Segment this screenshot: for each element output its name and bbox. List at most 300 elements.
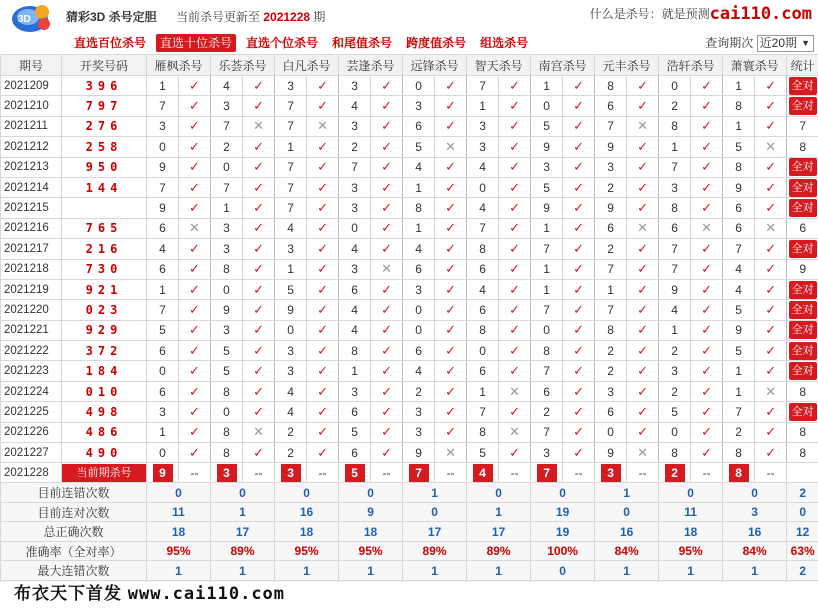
kill-number-cell: 3 bbox=[339, 177, 371, 197]
check-icon: ✓ bbox=[755, 320, 787, 340]
kill-number-cell: 6 bbox=[147, 218, 179, 238]
kill-number-cell: 1 bbox=[147, 422, 179, 442]
kill-number-cell: 2 bbox=[339, 137, 371, 157]
kill-number-cell: 0 bbox=[339, 218, 371, 238]
check-icon: ✓ bbox=[627, 381, 659, 401]
stat-value: 84% bbox=[595, 541, 659, 561]
kill-number-cell: 8 bbox=[659, 116, 691, 136]
cross-icon: ✕ bbox=[243, 422, 275, 442]
check-icon: ✓ bbox=[691, 96, 723, 116]
stat-value: 18 bbox=[275, 522, 339, 542]
stat-value: 0 bbox=[595, 502, 659, 522]
stat-value: 100% bbox=[531, 541, 595, 561]
all-correct-badge: 全对 bbox=[789, 97, 817, 115]
check-icon: ✓ bbox=[563, 443, 595, 463]
check-icon: ✓ bbox=[179, 279, 211, 299]
kill-number-cell: 7 bbox=[211, 177, 243, 197]
kill-number-cell: 6 bbox=[467, 300, 499, 320]
check-icon: ✓ bbox=[179, 300, 211, 320]
stat-value: 0 bbox=[211, 483, 275, 503]
column-header: 浩轩杀号 bbox=[659, 55, 723, 76]
table-row bbox=[1, 137, 818, 157]
table-row bbox=[1, 381, 818, 401]
all-correct-badge: 全对 bbox=[789, 179, 817, 197]
check-icon: ✓ bbox=[307, 443, 339, 463]
draw-number-cell: 276 bbox=[62, 116, 147, 136]
kill-number-cell: 2 bbox=[211, 137, 243, 157]
kill-number-cell: 9 bbox=[723, 177, 755, 197]
stat-row bbox=[1, 522, 818, 542]
draw-number-cell: 730 bbox=[62, 259, 147, 279]
kill-number-cell: 9 bbox=[659, 279, 691, 299]
kill-number-cell: 5 bbox=[211, 361, 243, 381]
check-icon: ✓ bbox=[691, 300, 723, 320]
check-icon: ✓ bbox=[499, 76, 531, 96]
check-icon: ✓ bbox=[307, 96, 339, 116]
table-row bbox=[1, 259, 818, 279]
check-icon: ✓ bbox=[307, 198, 339, 218]
kill-number-cell: 0 bbox=[531, 96, 563, 116]
table-row bbox=[1, 320, 818, 340]
stat-cell: 8 bbox=[787, 137, 818, 157]
kill-number-cell: 6 bbox=[595, 402, 627, 422]
check-icon: ✓ bbox=[755, 422, 787, 442]
kill-number-cell: 5 bbox=[531, 177, 563, 197]
check-icon: ✓ bbox=[755, 198, 787, 218]
check-icon: ✓ bbox=[563, 381, 595, 401]
check-icon: ✓ bbox=[691, 443, 723, 463]
kill-number-cell: 6 bbox=[659, 218, 691, 238]
kill-number-cell: 3 bbox=[403, 96, 435, 116]
period-cell: 2021224 bbox=[1, 381, 62, 401]
check-icon: ✓ bbox=[691, 402, 723, 422]
check-icon: ✓ bbox=[243, 259, 275, 279]
period-cell: 2021219 bbox=[1, 279, 62, 299]
check-icon: ✓ bbox=[755, 361, 787, 381]
check-icon: ✓ bbox=[371, 177, 403, 197]
kill-number-cell: 7 bbox=[339, 157, 371, 177]
check-icon: ✓ bbox=[243, 320, 275, 340]
column-header: 乐荟杀号 bbox=[211, 55, 275, 76]
check-icon: ✓ bbox=[627, 198, 659, 218]
kill-number-cell: 7 bbox=[531, 361, 563, 381]
check-icon: ✓ bbox=[499, 157, 531, 177]
period-select[interactable] bbox=[757, 35, 814, 52]
kill-number-cell: 7 bbox=[595, 300, 627, 320]
tab-6[interactable]: 组选杀号 bbox=[480, 36, 529, 50]
table-row bbox=[1, 402, 818, 422]
draw-number-cell: 490 bbox=[62, 443, 147, 463]
check-icon: ✓ bbox=[627, 157, 659, 177]
kill-number-cell: 9 bbox=[723, 320, 755, 340]
check-icon: ✓ bbox=[435, 361, 467, 381]
column-header: 元丰杀号 bbox=[595, 55, 659, 76]
check-icon: ✓ bbox=[435, 76, 467, 96]
kill-number-cell: 4 bbox=[275, 381, 307, 401]
stat-cell: 9 bbox=[787, 259, 818, 279]
stat-label: 总正确次数 bbox=[1, 522, 147, 542]
kill-number-cell: 6 bbox=[595, 96, 627, 116]
check-icon: ✓ bbox=[179, 259, 211, 279]
current-label-cell bbox=[62, 463, 147, 483]
kill-number-cell: 2 bbox=[659, 341, 691, 361]
stat-value: 0 bbox=[531, 483, 595, 503]
current-dash: -- bbox=[371, 463, 403, 483]
stat-cell bbox=[787, 320, 818, 340]
check-icon: ✓ bbox=[499, 443, 531, 463]
column-header: 南宫杀号 bbox=[531, 55, 595, 76]
kill-number-cell: 1 bbox=[275, 259, 307, 279]
check-icon: ✓ bbox=[435, 198, 467, 218]
column-header: 芸逢杀号 bbox=[339, 55, 403, 76]
kill-number-cell: 4 bbox=[403, 239, 435, 259]
kill-number-cell: 6 bbox=[403, 259, 435, 279]
current-kill-cell bbox=[531, 463, 563, 483]
kill-number-cell: 7 bbox=[275, 198, 307, 218]
kill-number-cell: 1 bbox=[467, 381, 499, 401]
kill-number-cell: 2 bbox=[659, 96, 691, 116]
kill-number-cell: 8 bbox=[723, 443, 755, 463]
kill-number-cell: 4 bbox=[723, 259, 755, 279]
check-icon: ✓ bbox=[371, 279, 403, 299]
kill-number-cell: 8 bbox=[659, 443, 691, 463]
kill-number-cell: 5 bbox=[403, 137, 435, 157]
check-icon: ✓ bbox=[627, 137, 659, 157]
stat-cell bbox=[787, 300, 818, 320]
stat-value: 19 bbox=[531, 502, 595, 522]
kill-number-cell: 3 bbox=[211, 320, 243, 340]
stat-cell: 8 bbox=[787, 422, 818, 442]
kill-number-cell: 7 bbox=[531, 300, 563, 320]
check-icon: ✓ bbox=[499, 300, 531, 320]
cross-icon: ✕ bbox=[627, 116, 659, 136]
all-correct-badge: 全对 bbox=[789, 321, 817, 339]
kill-number-cell: 2 bbox=[275, 422, 307, 442]
kill-number-cell: 7 bbox=[275, 177, 307, 197]
kill-number-cell: 2 bbox=[595, 239, 627, 259]
kill-number-cell: 1 bbox=[531, 218, 563, 238]
check-icon: ✓ bbox=[179, 422, 211, 442]
update-period: 2021228 bbox=[263, 10, 311, 24]
check-icon: ✓ bbox=[435, 422, 467, 442]
draw-number-cell: 258 bbox=[62, 137, 147, 157]
kill-number-cell: 2 bbox=[659, 381, 691, 401]
check-icon: ✓ bbox=[627, 259, 659, 279]
stat-value: 19 bbox=[531, 522, 595, 542]
check-icon: ✓ bbox=[307, 361, 339, 381]
stat-cell bbox=[787, 198, 818, 218]
kill-number-cell: 3 bbox=[339, 381, 371, 401]
current-dash: -- bbox=[243, 463, 275, 483]
draw-number-cell: 216 bbox=[62, 239, 147, 259]
current-kill-number: 4 bbox=[473, 464, 493, 482]
kill-number-cell: 3 bbox=[595, 381, 627, 401]
kill-number-cell: 0 bbox=[211, 402, 243, 422]
check-icon: ✓ bbox=[307, 157, 339, 177]
check-icon: ✓ bbox=[755, 96, 787, 116]
kill-number-cell: 6 bbox=[339, 402, 371, 422]
draw-number-cell: 765 bbox=[62, 218, 147, 238]
kill-number-cell: 3 bbox=[339, 116, 371, 136]
check-icon: ✓ bbox=[307, 422, 339, 442]
cross-icon: ✕ bbox=[691, 218, 723, 238]
table-row bbox=[1, 239, 818, 259]
kill-number-cell: 7 bbox=[275, 157, 307, 177]
kill-number-cell: 1 bbox=[595, 279, 627, 299]
check-icon: ✓ bbox=[243, 239, 275, 259]
check-icon: ✓ bbox=[243, 198, 275, 218]
kill-number-cell: 7 bbox=[211, 116, 243, 136]
stat-value: 95% bbox=[147, 541, 211, 561]
check-icon: ✓ bbox=[627, 402, 659, 422]
check-icon: ✓ bbox=[563, 239, 595, 259]
draw-number-cell: 372 bbox=[62, 341, 147, 361]
stat-cell bbox=[787, 279, 818, 299]
kill-number-cell: 6 bbox=[147, 381, 179, 401]
check-icon: ✓ bbox=[179, 239, 211, 259]
check-icon: ✓ bbox=[179, 443, 211, 463]
stat-value: 11 bbox=[659, 502, 723, 522]
draw-number-cell: 023 bbox=[62, 300, 147, 320]
kill-number-cell: 9 bbox=[147, 157, 179, 177]
kill-number-cell: 4 bbox=[275, 402, 307, 422]
check-icon: ✓ bbox=[563, 320, 595, 340]
check-icon: ✓ bbox=[755, 259, 787, 279]
stat-cell: 6 bbox=[787, 218, 818, 238]
kill-number-cell: 5 bbox=[147, 320, 179, 340]
explain-link[interactable]: 什么是杀号：就是预测 bbox=[589, 7, 710, 21]
current-kill-number: 7 bbox=[537, 464, 557, 482]
check-icon: ✓ bbox=[691, 422, 723, 442]
kill-number-cell: 0 bbox=[147, 361, 179, 381]
check-icon: ✓ bbox=[499, 239, 531, 259]
tab-4[interactable]: 和尾值杀号 bbox=[332, 36, 393, 50]
table-row bbox=[1, 96, 818, 116]
current-kill-number: 3 bbox=[281, 464, 301, 482]
tab-1[interactable]: 直选百位杀号 bbox=[74, 36, 147, 50]
check-icon: ✓ bbox=[691, 116, 723, 136]
current-kill-cell bbox=[275, 463, 307, 483]
cross-icon: ✕ bbox=[435, 137, 467, 157]
stat-value: 17 bbox=[211, 522, 275, 542]
kill-number-cell: 3 bbox=[403, 402, 435, 422]
check-icon: ✓ bbox=[563, 402, 595, 422]
kill-number-cell: 0 bbox=[531, 320, 563, 340]
kill-number-cell: 1 bbox=[531, 279, 563, 299]
cross-icon: ✕ bbox=[755, 218, 787, 238]
header-right bbox=[590, 4, 812, 24]
check-icon: ✓ bbox=[563, 116, 595, 136]
kill-number-cell: 6 bbox=[531, 381, 563, 401]
check-icon: ✓ bbox=[179, 341, 211, 361]
kill-number-cell: 2 bbox=[595, 177, 627, 197]
kill-number-cell: 3 bbox=[659, 361, 691, 381]
period-cell: 2021209 bbox=[1, 76, 62, 96]
kill-number-cell: 8 bbox=[659, 198, 691, 218]
kill-number-table bbox=[0, 54, 818, 600]
period-cell: 2021210 bbox=[1, 96, 62, 116]
all-correct-badge: 全对 bbox=[789, 77, 817, 95]
kill-number-cell: 1 bbox=[339, 361, 371, 381]
check-icon: ✓ bbox=[179, 137, 211, 157]
check-icon: ✓ bbox=[755, 116, 787, 136]
all-correct-badge: 全对 bbox=[789, 240, 817, 258]
stat-value: 18 bbox=[339, 522, 403, 542]
draw-number-cell: 498 bbox=[62, 402, 147, 422]
kill-number-cell: 9 bbox=[595, 198, 627, 218]
tab-5[interactable]: 跨度值杀号 bbox=[406, 36, 467, 50]
kill-number-cell: 8 bbox=[211, 422, 243, 442]
kill-number-cell: 1 bbox=[275, 137, 307, 157]
brand-title: 猜彩3D 杀号定胆 bbox=[66, 10, 157, 24]
period-select-value: 近20期 bbox=[759, 36, 797, 51]
check-icon: ✓ bbox=[563, 361, 595, 381]
kill-number-cell: 3 bbox=[403, 279, 435, 299]
check-icon: ✓ bbox=[499, 361, 531, 381]
check-icon: ✓ bbox=[371, 239, 403, 259]
current-dash: -- bbox=[627, 463, 659, 483]
stat-value: 9 bbox=[339, 502, 403, 522]
check-icon: ✓ bbox=[691, 320, 723, 340]
stat-value: 0 bbox=[659, 483, 723, 503]
current-dash: -- bbox=[499, 463, 531, 483]
kill-number-cell: 2 bbox=[723, 422, 755, 442]
stat-value: 0 bbox=[787, 502, 818, 522]
kill-number-cell: 8 bbox=[211, 259, 243, 279]
kill-number-cell: 6 bbox=[403, 116, 435, 136]
check-icon: ✓ bbox=[627, 320, 659, 340]
current-dash: -- bbox=[563, 463, 595, 483]
kill-number-cell: 5 bbox=[467, 443, 499, 463]
kill-number-cell: 6 bbox=[147, 259, 179, 279]
kill-number-cell: 1 bbox=[403, 177, 435, 197]
table-row bbox=[1, 157, 818, 177]
all-correct-badge: 全对 bbox=[789, 362, 817, 380]
cross-icon: ✕ bbox=[755, 381, 787, 401]
check-icon: ✓ bbox=[179, 381, 211, 401]
column-header: 开奖号码 bbox=[62, 55, 147, 76]
kill-number-cell: 4 bbox=[339, 300, 371, 320]
kill-number-cell: 6 bbox=[723, 198, 755, 218]
stat-value: 18 bbox=[659, 522, 723, 542]
check-icon: ✓ bbox=[435, 259, 467, 279]
column-header: 萧寰杀号 bbox=[723, 55, 787, 76]
period-cell: 2021211 bbox=[1, 116, 62, 136]
stat-value: 1 bbox=[147, 561, 211, 581]
kill-number-cell: 1 bbox=[723, 116, 755, 136]
kill-number-cell: 3 bbox=[275, 76, 307, 96]
period-cell: 2021212 bbox=[1, 137, 62, 157]
stat-cell bbox=[787, 177, 818, 197]
all-correct-badge: 全对 bbox=[789, 301, 817, 319]
kill-number-cell: 4 bbox=[339, 239, 371, 259]
kill-number-cell: 3 bbox=[211, 239, 243, 259]
check-icon: ✓ bbox=[435, 157, 467, 177]
stat-value: 16 bbox=[723, 522, 787, 542]
check-icon: ✓ bbox=[627, 96, 659, 116]
current-dash: -- bbox=[755, 463, 787, 483]
period-label: 查询期次 bbox=[705, 36, 754, 50]
column-header: 白凡杀号 bbox=[275, 55, 339, 76]
current-kill-number: 3 bbox=[601, 464, 621, 482]
stat-value: 3 bbox=[723, 502, 787, 522]
kill-number-cell: 0 bbox=[467, 341, 499, 361]
table-row bbox=[1, 177, 818, 197]
check-icon: ✓ bbox=[179, 157, 211, 177]
site-logo-text[interactable]: cai110.com bbox=[709, 4, 812, 24]
footer-watermark bbox=[0, 582, 818, 608]
stat-value: 95% bbox=[275, 541, 339, 561]
current-kill-cell bbox=[339, 463, 371, 483]
stat-value: 16 bbox=[275, 502, 339, 522]
stat-value: 1 bbox=[467, 561, 531, 581]
tab-3[interactable]: 直选个位杀号 bbox=[246, 36, 319, 50]
tab-2[interactable]: 直选十位杀号 bbox=[156, 34, 236, 52]
check-icon: ✓ bbox=[691, 76, 723, 96]
kill-number-cell: 5 bbox=[275, 279, 307, 299]
stat-value: 95% bbox=[659, 541, 723, 561]
check-icon: ✓ bbox=[371, 402, 403, 422]
kill-number-cell: 0 bbox=[403, 300, 435, 320]
kill-number-cell: 6 bbox=[339, 443, 371, 463]
all-correct-badge: 全对 bbox=[789, 403, 817, 421]
footer-url[interactable]: www.cai110.com bbox=[127, 584, 286, 604]
check-icon: ✓ bbox=[307, 300, 339, 320]
period-cell: 2021216 bbox=[1, 218, 62, 238]
kill-number-cell: 8 bbox=[595, 320, 627, 340]
kill-number-cell: 0 bbox=[211, 279, 243, 299]
cross-icon: ✕ bbox=[371, 259, 403, 279]
stat-row bbox=[1, 483, 818, 503]
kill-number-cell: 5 bbox=[211, 341, 243, 361]
draw-number-cell: 929 bbox=[62, 320, 147, 340]
check-icon: ✓ bbox=[307, 239, 339, 259]
chevron-down-icon: ▼ bbox=[801, 38, 810, 49]
kill-number-cell: 0 bbox=[147, 443, 179, 463]
stat-value: 2 bbox=[787, 561, 818, 581]
table-row bbox=[1, 116, 818, 136]
current-kill-number: 8 bbox=[729, 464, 749, 482]
column-header: 远锋杀号 bbox=[403, 55, 467, 76]
check-icon: ✓ bbox=[691, 279, 723, 299]
stat-value: 89% bbox=[211, 541, 275, 561]
check-icon: ✓ bbox=[307, 381, 339, 401]
check-icon: ✓ bbox=[563, 96, 595, 116]
stat-value: 1 bbox=[275, 561, 339, 581]
current-dash: -- bbox=[435, 463, 467, 483]
check-icon: ✓ bbox=[563, 218, 595, 238]
kill-number-cell: 0 bbox=[467, 177, 499, 197]
kill-number-cell: 6 bbox=[467, 361, 499, 381]
check-icon: ✓ bbox=[435, 381, 467, 401]
stat-cell bbox=[787, 76, 818, 96]
cross-icon: ✕ bbox=[243, 116, 275, 136]
stat-value: 0 bbox=[275, 483, 339, 503]
kill-number-cell: 5 bbox=[723, 300, 755, 320]
check-icon: ✓ bbox=[435, 96, 467, 116]
current-kill-cell bbox=[595, 463, 627, 483]
draw-number-cell: 921 bbox=[62, 279, 147, 299]
cross-icon: ✕ bbox=[627, 218, 659, 238]
draw-number-cell bbox=[62, 198, 147, 218]
stat-value: 2 bbox=[787, 483, 818, 503]
kill-number-cell: 7 bbox=[531, 422, 563, 442]
stat-value: 0 bbox=[403, 502, 467, 522]
check-icon: ✓ bbox=[371, 137, 403, 157]
check-icon: ✓ bbox=[499, 96, 531, 116]
check-icon: ✓ bbox=[371, 76, 403, 96]
kill-number-cell: 9 bbox=[531, 137, 563, 157]
